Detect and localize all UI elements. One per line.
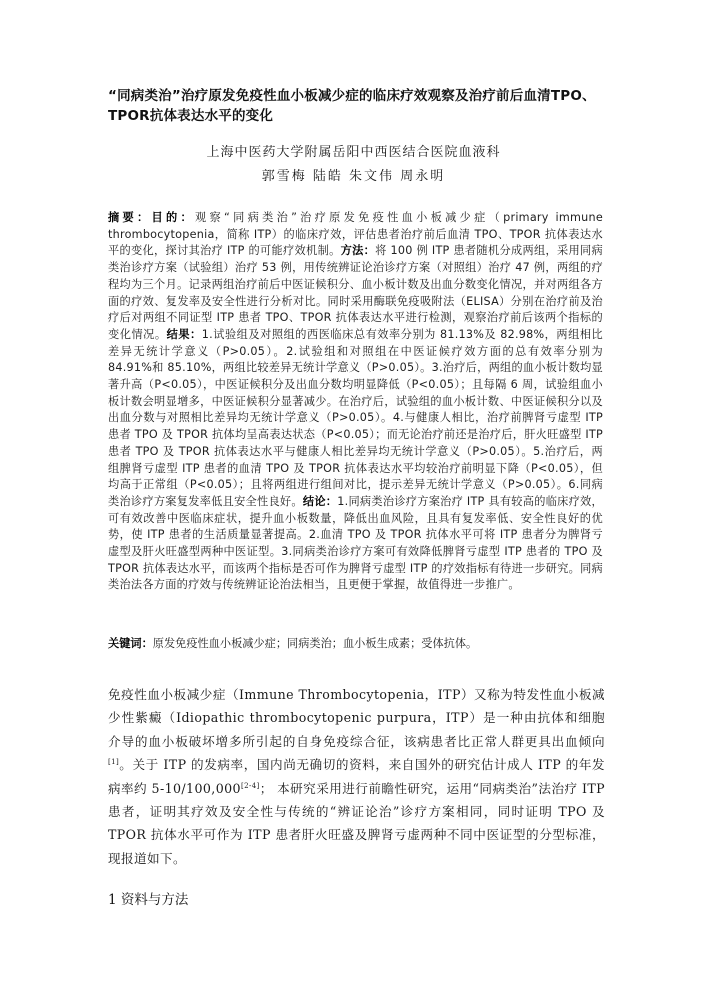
keywords-label: 关键词：	[108, 637, 153, 650]
objective-text: 观察“同病类治”治疗原发免疫性血小板减少症（primary immune thrombocytopenia，简称 ITP）的临床疗效，评估患者治疗前后血清 TPO、TPOR 抗体表达水平的变化，探讨其治疗 ITP 的可能疗效机制。	[108, 211, 603, 258]
abstract	[108, 210, 603, 594]
citation-ref-2: [2-4]	[240, 781, 260, 790]
results-label: 结果：	[166, 327, 202, 341]
conclusion-text: 1.同病类治诊疗方案治疗 ITP 具有较高的临床疗效，可有效改善中医临床症状，提升血小板数量，降低出血风险，且具有复发率低、安全性良好的优势，使 ITP 患者的生活质量显著提高。2.血清 TPO 及 TPOR 抗体水平可将 ITP 患者分为脾肾亏虚型及肝火旺盛型两种中医证型。3.同病类治诊疗方案可有效降低脾肾亏虚型 ITP 患者的 TPO 及 TPOR 抗体表达水平，而该两个指标是否可作为脾肾亏虚型 ITP 的疗效指标有待进一步研究。同病类治法各方面的疗效与传统辨证论治法相当，且更便于掌握，故值得进一步推广。	[108, 494, 603, 592]
introduction-paragraph	[108, 683, 605, 870]
affiliation: 上海中医药大学附属岳阳中西医结合医院血液科	[206, 145, 501, 160]
methods-label: 方法：	[340, 244, 376, 258]
section-heading: 1 资料与方法	[108, 892, 189, 908]
conclusion-label: 结论：	[302, 494, 338, 508]
intro-text-2: 。关于 ITP 的发病率，国内尚无确切的资料，来自国外的研究估计成人 ITP 的年发病率约 5-10/100,000	[108, 757, 605, 796]
keywords-text: 原发免疫性血小板减少症；同病类治；血小板生成素；受体抗体。	[152, 637, 478, 650]
methods-text: 将 100 例 ITP 患者随机分成两组，采用同病类治诊疗方案（试验组）治疗 53 例，用传统辨证论治诊疗方案（对照组）治疗 47 例，两组的疗程均为三个月。记录两组治疗前后中医证候积分、血小板计数及出血分数变化情况，并对两组各方面的疗效、复发率及安全性进行分析对比。同时采用酶联免疫吸附法（ELISA）分别在治疗前及治疗后对两组不同证型 ITP 患者 TPO、TPOR 抗体表达水平进行检测，观察治疗前后该两个指标的变化情况。	[108, 244, 603, 341]
author-list: 郭雪梅 陆皓 朱文伟 周永明	[261, 169, 446, 184]
paper-title: “同病类治”治疗原发免疫性血小板减少症的临床疗效观察及治疗前后血清TPO、TPOR抗体表达水平的变化	[108, 88, 596, 124]
citation-ref-1: [1]	[108, 758, 120, 767]
objective-label: 目的：	[151, 211, 195, 224]
intro-text-1: 免疫性血小板减少症（Immune Thrombocytopenia，ITP）又称为特发性血小板减少性紫癜（Idiopathic thrombocytopenic purpura，ITP）是一种由抗体和细胞介导的血小板破坏增多所引起的自身免疫综合征，该病患者比正常人群更具出血倾向	[108, 687, 605, 749]
results-text: 1.试验组及对照组的西医临床总有效率分别为 81.13%及 82.98%，两组相比差异无统计学意义（P>0.05）。2.试验组和对照组在中医证候疗效方面的总有效率分别为 84.91%和 85.10%，两组比较差异无统计学意义（P>0.05）。3.治疗后，两组的血小板计数均显著升高（P<0.05），中医证候积分及出血分数均明显降低（P<0.05）；且每隔 6 周，试验组血小板计数会明显增多，中医证候积分显著减少。在治疗后，试验组的血小板计数、中医证候积分以及出血分数与对照相比差异均无统计学意义（P>0.05）。4.与健康人相比，治疗前脾肾亏虚型 ITP 患者 TPO 及 TPOR 抗体均呈高表达状态（P<0.05）；而无论治疗前还是治疗后，肝火旺盛型 ITP 患者 TPO 及 TPOR 抗体表达水平与健康人相比差异均无统计学意义（P>0.05）。5.治疗后，两组脾肾亏虚型 ITP 患者的血清 TPO 及 TPOR 抗体表达水平均较治疗前明显下降（P<0.05），但均高于正常组（P<0.05）；且将两组进行组间对比，提示差异无统计学意义（P>0.05）。6.同病类治诊疗方案复发率低且安全性良好。	[108, 327, 603, 508]
abstract-label: 摘要：	[108, 211, 152, 224]
keywords	[108, 636, 603, 652]
intro-text-3: ； 本研究采用进行前瞻性研究，运用“同病类治”法治疗 ITP 患者，证明其疗效及安全性与传统的“辨证论治”诊疗方案相同，同时证明 TPO 及 TPOR 抗体水平可作为 ITP 患者肝火旺盛及脾肾亏虚两种不同中医证型的分型标准，现报道如下。	[108, 780, 605, 866]
